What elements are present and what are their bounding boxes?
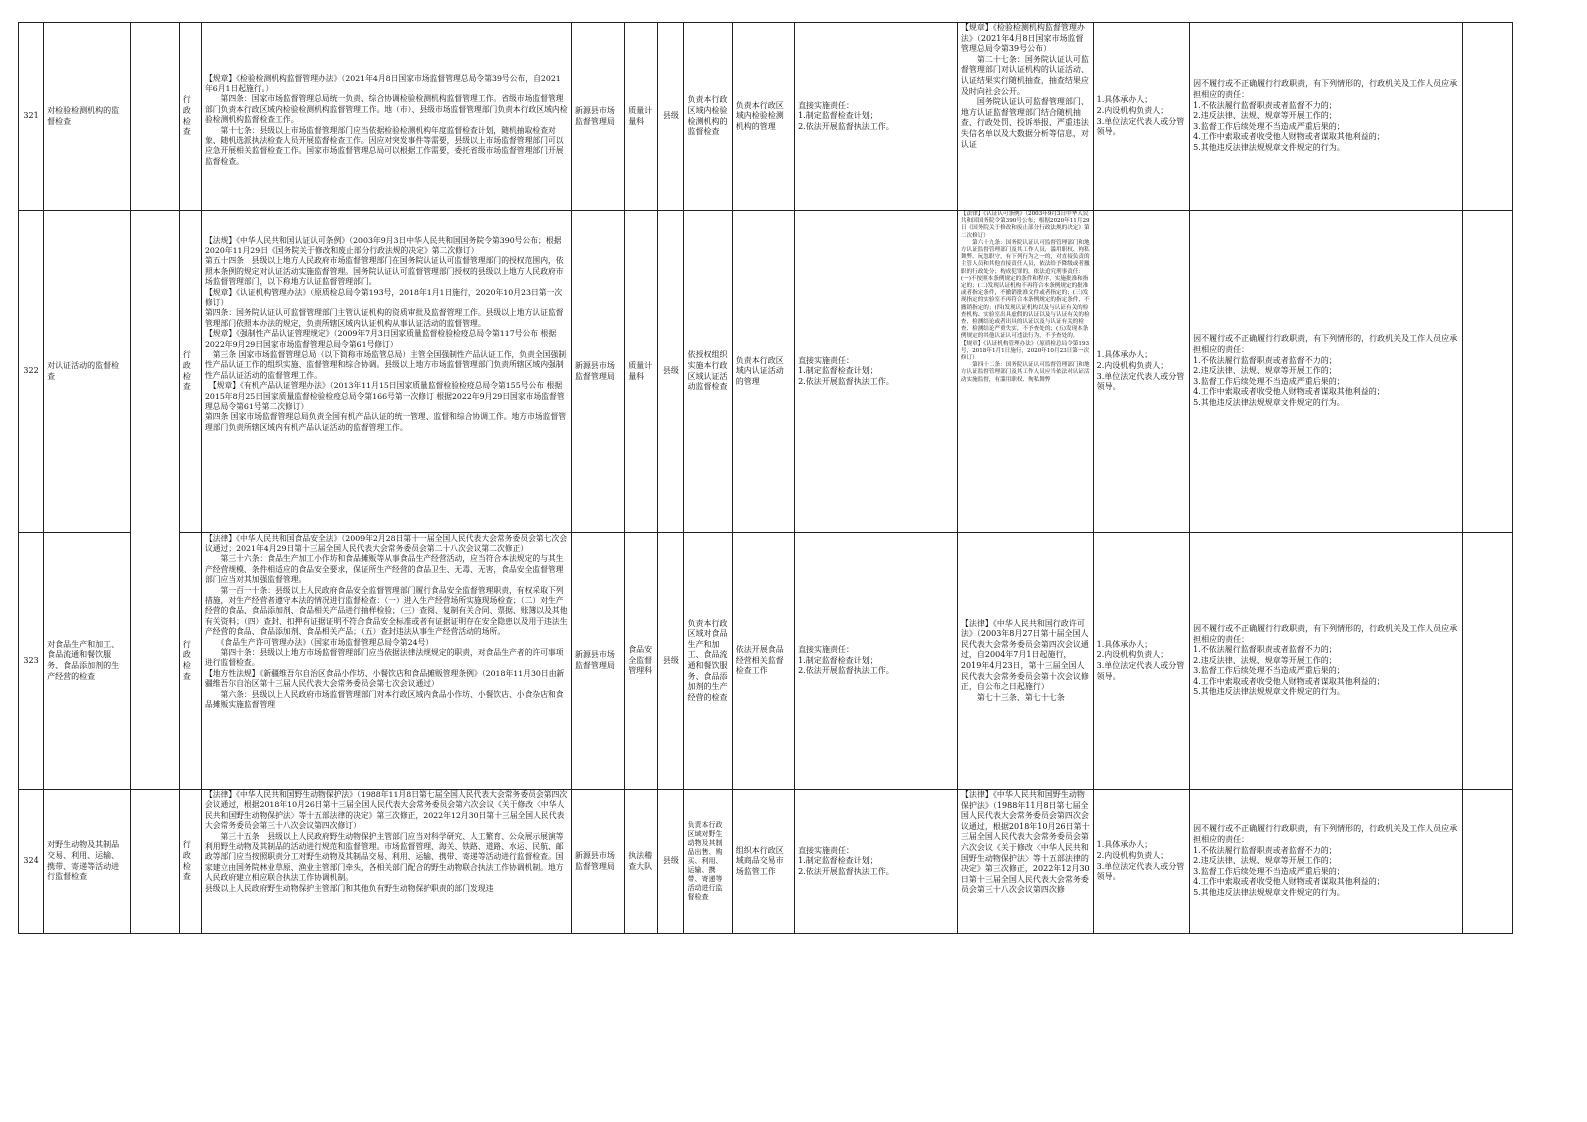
implementing-agency: 新源县市场监督管理局 bbox=[571, 790, 624, 934]
responsibility-detail: 组织本行政区域商品交易市场监管工作 bbox=[732, 790, 794, 934]
responsibility-table bbox=[18, 22, 1513, 934]
sub-item bbox=[130, 790, 179, 934]
responsible-department: 质量计量科 bbox=[625, 23, 658, 211]
item-category: 行政检查 bbox=[179, 533, 201, 790]
implementation-duty: 直接实施责任： 1.制定监督检查计划； 2.依法开展监督执法工作。 bbox=[795, 23, 958, 211]
responsible-department: 食品安全监督管理科 bbox=[625, 533, 658, 790]
table-row bbox=[19, 23, 1513, 211]
item-name: 对认证活动的监督检查 bbox=[44, 211, 130, 533]
implementing-agency: 新源县市场监督管理局 bbox=[571, 533, 624, 790]
implementation-duty: 直接实施责任： 1.制定监督检查计划； 2.依法开展监督执法工作。 bbox=[795, 533, 958, 790]
implementation-duty: 直接实施责任： 1.制定监督检查计划； 2.依法开展监督执法工作。 bbox=[795, 790, 958, 934]
accountability-basis: 【法律】《中华人民共和国野生动物保护法》（1988年11月8日第七届全国人民代表大会常务委员会第四次会议通过，根据2018年10月26日第十三届全国人民代表大会常务委员会第六次会议《关于修改〈中华人民共和国野生动物保护法〉等十五部法律的决定》第三次修正，2022年12月30日第十三届全国人民代表大会常务委员会第三十八次会议第四次修 bbox=[957, 790, 1093, 934]
remarks bbox=[1462, 23, 1512, 211]
responsible-persons: 1.具体承办人； 2.内设机构负责人； 3.单位法定代表人或分管领导。 bbox=[1093, 533, 1190, 790]
responsibility-detail: 负责本行政区域内认证活动的管理 bbox=[732, 211, 794, 533]
exercise-level: 县级 bbox=[658, 533, 684, 790]
item-number: 323 bbox=[19, 533, 44, 790]
item-category: 行政检查 bbox=[179, 211, 201, 533]
item-number: 321 bbox=[19, 23, 44, 211]
item-name: 对野生动物及其制品交易、利用、运输、携带、寄递等活动进行监督检查 bbox=[44, 790, 130, 934]
legal-basis: 【法律】《中华人民共和国野生动物保护法》（1988年11月8日第七届全国人民代表大会常务委员会第四次会议通过，根据2018年10月26日第十三届全国人民代表大会常务委员会第六次会议《关于修改〈中华人民共和国野生动物保护法〉等十五部法律的决定》第三次修正，2022年12月30日第十三届全国人民代表大会常务委员会第三十八次会议第四次修订） 第三十五条 县级以上人民政府野生动物保护主管部门应当对科学研究、人工繁育、公众展示展演等利用野生动物及其制品的活动进行规范和监督管理。市场监督管理、海关、铁路、道路、水运、民航、邮政等部门应当按照职责分工对野生动物及其制品交易、利用、运输、携带、寄递等活动进行监督检查。国家建立由国务院林业草原、渔业主管部门牵头，各相关部门配合的野生动物联合执法工作协调机制。地方人民政府建立相应联合执法工作协调机制。 县级以上人民政府野生动物保护主管部门和其他负有野生动物保护职责的部门发现违 bbox=[201, 790, 571, 934]
table-row bbox=[19, 790, 1513, 934]
legal-basis: 【法规】《中华人民共和国认证认可条例》（2003年9月3日中华人民共和国国务院令第390号公布；根据2020年11月29日《国务院关于修改和废止部分行政法规的决定》第二次修订） 第五十四条 县级以上地方人民政府市场监督管理部门在国务院认证认可监督管理部门的授权范围内，依照本条例的规定对认证活动实施监督管理。国务院认证认可监督管理部门授权的县级以上地方人民政府市场监督管理部门，以下称地方认证监督管理部门。 【规章】《认证机构管理办法》（原质检总局令第193号，2018年1月1日施行，2020年10月23日第一次修订） 第四条：国务院认证认可监督管理部门主管认证机构的资质审批及监督管理工作。县级以上地方认证监督管理部门依照本办法的规定，负责所辖区域内认证机构从事认证活动的监督管理。 【规章】《强制性产品认证管理规定》（2009年7月3日国家质量监督检验检疫总局令第117号公布 根据2022年9月29日国家市场监督管理总局令第61号修订） 第三条 国家市场监督管理总局（以下简称市场监管总局）主管全国强制性产品认证工作，负责全国强制性产品认证工作的组织实施、监督管理和综合协调。县级以上地方市场监督管理部门负责所辖区域内强制性产品认证活动的监督管理工作。 【规章】《有机产品认证管理办法》（2013年11月15日国家质量监督检验检疫总局令第155号公布 根据2015年8月25日国家质量监督检验检疫总局令第166号第一次修订 根据2022年9月29日国家市场监督管理总局令第61号第二次修订） 第四条 国家市场监督管理总局负责全国有机产品认证的统一管理、监督和综合协调工作。地方市场监督管理部门负责所辖区域内有机产品认证活动的监督管理工作。 bbox=[201, 211, 571, 533]
item-name: 对检验检测机构的监督检查 bbox=[44, 23, 130, 211]
remarks bbox=[1462, 211, 1512, 533]
responsibility-detail: 依法开展食品经营相关监督检查工作 bbox=[732, 533, 794, 790]
accountability-basis: 【法律】《认证认可条例》（2003年9月3日中华人民共和国国务院令第390号公布；根据2020年11月29日《国务院关于修改和废止部分行政法规的决定》第二次修订） 第六十九条：国务院认证认可监督管理部门和地方认证监督管理部门及其工作人员，滥用职权、徇私舞弊、玩忽职守，有下列行为之一的，对直接负责的主管人员和其他直接责任人员，依法给予降级或者撤职的行政处分；构成犯罪的，依法追究刑事责任： (一)不按照本条例规定的条件和程序，实施批准和指定的；(二)发现认证机构不再符合本条例规定的批准或者指定条件，不撤销批准文件或者指定的；(三)发现指定的实验室不再符合本条例规定的指定条件，不撤销指定的；(四)发现认证机构以及与认证有关的检查机构、实验室出具虚假的认证以及与认证有关的检查、检测结论或者出具的认证以及与认证有关的检查、检测结论严重失实，不予查处的；(五)发现本条例规定的其他认证认可违法行为，不予查处的。 【规章】《认证机构管理办法》（原质检总局令第193号，2018年1月1日施行，2020年10月23日第一次修订） 第四十二条：国务院认证认可监督管理部门和地方认证监督管理部门及其工作人员应当依法对认证活动实施监督，有滥用职权、徇私舞弊 bbox=[957, 211, 1093, 533]
legal-basis: 【法律】《中华人民共和国食品安全法》（2009年2月28日第十一届全国人民代表大会常务委员会第七次会议通过；2021年4月29日第十三届全国人民代表大会常务委员会第二十八次会议第二次修正） 第三十六条：食品生产加工小作坊和食品摊贩等从事食品生产经营活动，应当符合本法规定的与其生产经营规模、条件相适应的食品安全要求，保证所生产经营的食品卫生、无毒、无害，食品安全监督管理部门应当对其加强监督管理。 第一百一十条：县级以上人民政府食品安全监督管理部门履行食品安全监督管理职责，有权采取下列措施，对生产经营者遵守本法的情况进行监督检查：（一）进入生产经营场所实施现场检查；（二）对生产经营的食品、食品添加剂、食品相关产品进行抽样检验；（三）查阅、复制有关合同、票据、账簿以及其他有关资料；（四）查封、扣押有证据证明不符合食品安全标准或者有证据证明存在安全隐患以及用于违法生产经营的食品、食品添加剂、食品相关产品；（五）查封违法从事生产经营活动的场所。 《食品生产许可管理办法》（国家市场监督管理总局令第24号） 第四十条：县级以上地方市场监督管理部门应当依据法律法规规定的职责，对食品生产者的许可事项进行监督检查。 【地方性法规】《新疆维吾尔自治区食品小作坊、小餐饮店和食品摊贩管理条例》（2018年11月30日由新疆维吾尔自治区第十三届人民代表大会常务委员会第七次会议通过） 第六条：县级以上人民政府市场监督管理部门对本行政区域内食品小作坊、小餐饮店、小食杂店和食品摊贩实施监督管理 bbox=[201, 533, 571, 790]
item-number: 324 bbox=[19, 790, 44, 934]
item-category: 行政检查 bbox=[179, 790, 201, 934]
responsibility-detail: 负责本行政区域内检验检测机构的管理 bbox=[732, 23, 794, 211]
table-row bbox=[19, 211, 1513, 533]
exercise-level: 县级 bbox=[658, 211, 684, 533]
exercise-level: 县级 bbox=[658, 790, 684, 934]
liability-circumstances: 因不履行或不正确履行行政职责，有下列情形的，行政机关及工作人员应承担相应的责任： 1.不依法履行监督职责或者监督不力的； 2.违反法律、法规、规章等开展工作的； 3.监督工作后续处理不当造成严重后果的； 4.工作中索取或者收受他人财物或者谋取其他利益的； 5.其他违反法律法规规章文件规定的行为。 bbox=[1190, 23, 1462, 211]
responsibility-matter: 负责本行政区域对野生动物及其制品出售、购买、利用、运输、携带、寄递等活动进行监督检查 bbox=[684, 790, 732, 934]
remarks bbox=[1462, 533, 1512, 790]
liability-circumstances: 因不履行或不正确履行行政职责，有下列情形的，行政机关及工作人员应承担相应的责任： 1.不依法履行监督职责或者监督不力的； 2.违反法律、法规、规章等开展工作的； 3.监督工作后续处理不当造成严重后果的； 4.工作中索取或者收受他人财物或者谋取其他利益的； 5.其他违反法律法规规章文件规定的行为。 bbox=[1190, 211, 1462, 533]
responsible-persons: 1.具体承办人； 2.内设机构负责人； 3.单位法定代表人或分管领导。 bbox=[1093, 790, 1190, 934]
implementing-agency: 新源县市场监督管理局 bbox=[571, 211, 624, 533]
implementing-agency: 新源县市场监督管理局 bbox=[571, 23, 624, 211]
liability-circumstances: 因不履行或不正确履行行政职责，有下列情形的，行政机关及工作人员应承担相应的责任： 1.不依法履行监督职责或者监督不力的； 2.违反法律、法规、规章等开展工作的； 3.监督工作后续处理不当造成严重后果的； 4.工作中索取或者收受他人财物或者谋取其他利益的； 5.其他违反法律法规规章文件规定的行为。 bbox=[1190, 790, 1462, 934]
responsible-department: 执法稽查大队 bbox=[625, 790, 658, 934]
sub-item bbox=[130, 23, 179, 211]
implementation-duty: 直接实施责任： 1.制定监督检查计划； 2.依法开展监督执法工作。 bbox=[795, 211, 958, 533]
responsibility-matter: 依授权组织实施本行政区域认证活动监督检查 bbox=[684, 211, 732, 533]
responsible-persons: 1.具体承办人； 2.内设机构负责人； 3.单位法定代表人或分管领导。 bbox=[1093, 211, 1190, 533]
remarks bbox=[1462, 790, 1512, 934]
exercise-level: 县级 bbox=[658, 23, 684, 211]
liability-circumstances: 因不履行或不正确履行行政职责，有下列情形的，行政机关及工作人员应承担相应的责任： 1.不依法履行监督职责或者监督不力的； 2.违反法律、法规、规章等开展工作的； 3.监督工作后续处理不当造成严重后果的； 4.工作中索取或者收受他人财物或者谋取其他利益的； 5.其他违反法律法规规章文件规定的行为。 bbox=[1190, 533, 1462, 790]
item-number: 322 bbox=[19, 211, 44, 533]
responsibility-matter: 负责本行政区域内检验检测机构的监督检查 bbox=[684, 23, 732, 211]
table-row bbox=[19, 533, 1513, 790]
accountability-basis: 【规章】《检验检测机构监督管理办法》（2021年4月8日国家市场监督管理总局令第39号公布） 第二十七条：国务院认证认可监督管理部门对认证机构的认证活动、认证结果实行随机抽查，抽查结果应及时向社会公开。 国务院认证认可监督管理部门、地方认证监督管理部门结合随机抽查、行政处罚、投诉举报、严重违法失信名单以及大数据分析等信息，对认证 bbox=[957, 23, 1093, 211]
responsibility-matter: 负责本行政区域对食品生产和加工、食品流通和餐饮服务、食品添加剂的生产经营的检查 bbox=[684, 533, 732, 790]
responsible-persons: 1.具体承办人； 2.内设机构负责人； 3.单位法定代表人或分管领导。 bbox=[1093, 23, 1190, 211]
accountability-basis: 【法律】《中华人民共和国行政许可法》（2003年8月27日第十届全国人民代表大会常务委员会第四次会议通过，自2004年7月1日起施行，2019年4月23日，第十三届全国人民代表大会常务委员会第十次会议修正，自公布之日起施行） 第七十三条、第七十七条 bbox=[957, 533, 1093, 790]
legal-basis: 【规章】《检验检测机构监督管理办法》（2021年4月8日国家市场监督管理总局令第39号公布，自2021年6月1日起施行。） 第四条：国家市场监督管理总局统一负责、综合协调检验检测机构监督管理工作。省级市场监督管理部门负责本行政区域内检验检测机构监督管理工作。地（市）、县级市场监督管理部门负责本行政区域内检验检测机构监督检查工作。 第十七条：县级以上市场监督管理部门应当依据检验检测机构年度监督检查计划，随机抽取检查对象、随机选派执法检查人员开展监督检查工作。因应对突发事件等需要，县级以上市场监督管理部门可以应急开展相关监督检查工作。国家市场监督管理总局可以根据工作需要，委托省级市场监督管理部门开展监督检查。 bbox=[201, 23, 571, 211]
item-name: 对食品生产和加工、食品流通和餐饮服务、食品添加剂的生产经营的检查 bbox=[44, 533, 130, 790]
item-category: 行政检查 bbox=[179, 23, 201, 211]
sub-item bbox=[130, 211, 179, 790]
responsible-department: 质量计量科 bbox=[625, 211, 658, 533]
